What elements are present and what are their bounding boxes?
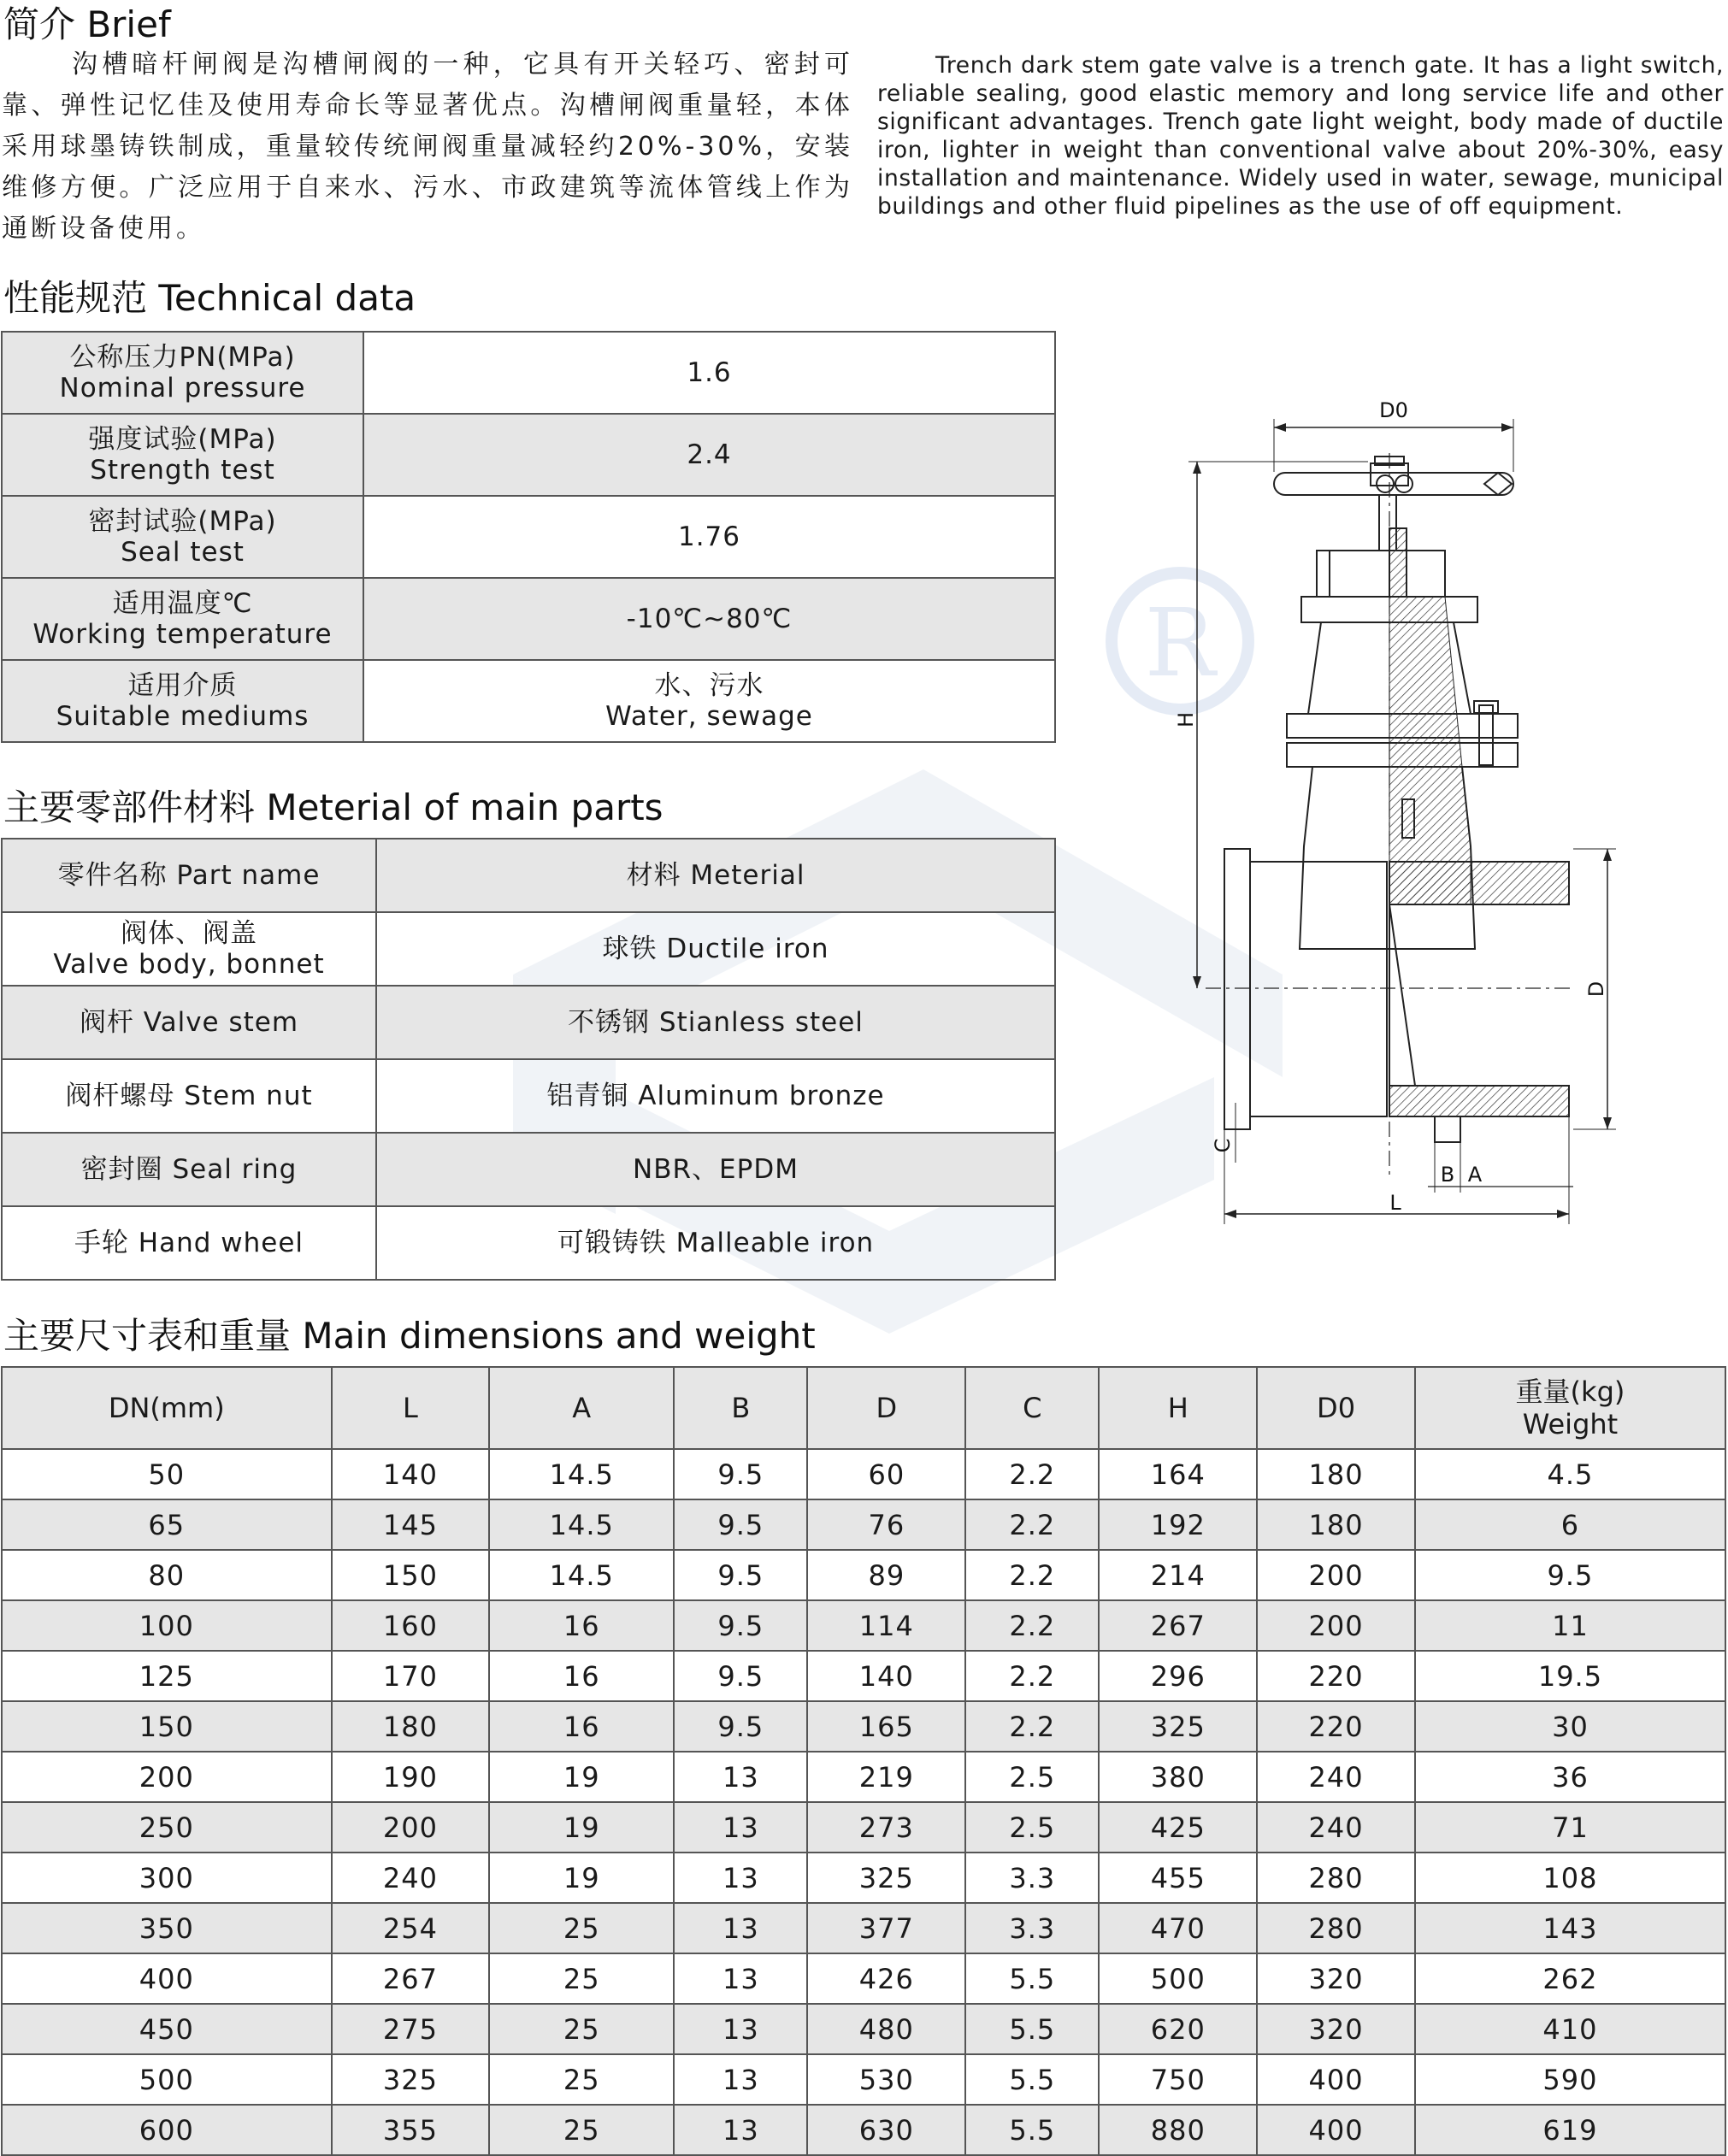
table-cell: 2.2 xyxy=(965,1550,1099,1600)
table-cell: 14.5 xyxy=(489,1499,674,1550)
table-cell: 170 xyxy=(332,1651,490,1701)
table-row xyxy=(2,1133,1055,1206)
technical-title: 性能规范 Technical data xyxy=(3,277,416,319)
table-cell: 273 xyxy=(807,1802,965,1853)
table-cell: 2.2 xyxy=(965,1449,1099,1499)
table-cell: 30 xyxy=(1415,1701,1725,1752)
table-cell: 9.5 xyxy=(674,1651,807,1701)
weight-header-en: Weight xyxy=(1522,1408,1619,1440)
table-row xyxy=(2,1853,1725,1903)
table-cell: 25 xyxy=(489,1903,674,1953)
table-row xyxy=(2,1449,1725,1499)
column-header: L xyxy=(332,1367,490,1449)
part-en: Valve body, bonnet xyxy=(53,949,325,980)
technical-data-table xyxy=(1,331,1056,743)
table-row xyxy=(2,912,1055,986)
table-cell: 219 xyxy=(807,1752,965,1802)
table-cell: 16 xyxy=(489,1651,674,1701)
table-cell: 262 xyxy=(1415,1953,1725,2004)
brief-title: 简介 Brief xyxy=(3,3,171,45)
label-cell xyxy=(2,414,363,496)
material-cell: 不锈钢 Stianless steel xyxy=(376,986,1055,1059)
table-cell: 350 xyxy=(2,1903,332,1953)
table-cell: 60 xyxy=(807,1449,965,1499)
table-cell: 6 xyxy=(1415,1499,1725,1550)
table-cell: 200 xyxy=(1257,1550,1415,1600)
table-row xyxy=(2,1953,1725,2004)
table-cell: 2.2 xyxy=(965,1499,1099,1550)
column-header: 材料 Meterial xyxy=(376,839,1055,912)
column-header: 零件名称 Part name xyxy=(2,839,376,912)
part-cn: 阀体、阀盖 xyxy=(121,918,257,949)
table-cell: 300 xyxy=(2,1853,332,1903)
dim-label-b: B xyxy=(1440,1163,1455,1187)
table-cell: 143 xyxy=(1415,1903,1725,1953)
table-cell: 89 xyxy=(807,1550,965,1600)
table-cell: 13 xyxy=(674,1953,807,2004)
table-cell: 13 xyxy=(674,1853,807,1903)
table-cell: 13 xyxy=(674,2054,807,2105)
label-cell xyxy=(2,332,363,414)
column-header: D xyxy=(807,1367,965,1449)
part-cell xyxy=(2,912,376,986)
table-cell: 377 xyxy=(807,1903,965,1953)
table-cell: 2.5 xyxy=(965,1802,1099,1853)
table-cell: 280 xyxy=(1257,1903,1415,1953)
table-row xyxy=(2,1206,1055,1280)
table-row xyxy=(2,578,1055,660)
table-cell: 13 xyxy=(674,1752,807,1802)
value-cell: 1.76 xyxy=(363,496,1055,578)
table-cell: 25 xyxy=(489,2004,674,2054)
table-cell: 200 xyxy=(2,1752,332,1802)
table-cell: 19 xyxy=(489,1752,674,1802)
table-cell: 400 xyxy=(1257,2054,1415,2105)
table-cell: 13 xyxy=(674,1903,807,1953)
dimensions-body xyxy=(2,1449,1725,2155)
table-cell: 455 xyxy=(1099,1853,1257,1903)
table-cell: 355 xyxy=(332,2105,490,2155)
table-cell: 150 xyxy=(332,1550,490,1600)
label-cn: 强度试验(MPa) xyxy=(88,424,277,455)
table-cell: 254 xyxy=(332,1903,490,1953)
table-cell: 140 xyxy=(332,1449,490,1499)
materials-table xyxy=(1,838,1056,1281)
table-cell: 9.5 xyxy=(674,1600,807,1651)
table-cell: 2.5 xyxy=(965,1752,1099,1802)
table-cell: 600 xyxy=(2,2105,332,2155)
table-cell: 13 xyxy=(674,2004,807,2054)
table-cell: 325 xyxy=(1099,1701,1257,1752)
table-cell: 25 xyxy=(489,1953,674,2004)
table-cell: 275 xyxy=(332,2004,490,2054)
table-cell: 325 xyxy=(332,2054,490,2105)
label-cn: 适用介质 xyxy=(127,670,238,701)
table-cell: 240 xyxy=(332,1853,490,1903)
table-cell: 14.5 xyxy=(489,1550,674,1600)
label-en: Nominal pressure xyxy=(59,373,306,404)
table-header-row xyxy=(2,1367,1725,1449)
table-cell: 400 xyxy=(2,1953,332,2004)
table-cell: 19.5 xyxy=(1415,1651,1725,1701)
table-cell: 9.5 xyxy=(1415,1550,1725,1600)
table-row xyxy=(2,660,1055,742)
material-cell: 铝青铜 Aluminum bronze xyxy=(376,1059,1055,1133)
table-cell: 114 xyxy=(807,1600,965,1651)
table-cell: 180 xyxy=(1257,1499,1415,1550)
label-cn: 适用温度℃ xyxy=(112,588,253,619)
table-cell: 500 xyxy=(2,2054,332,2105)
table-cell: 71 xyxy=(1415,1802,1725,1853)
label-cell xyxy=(2,496,363,578)
table-cell: 480 xyxy=(807,2004,965,2054)
column-header: DN(mm) xyxy=(2,1367,332,1449)
table-cell: 4.5 xyxy=(1415,1449,1725,1499)
table-cell: 380 xyxy=(1099,1752,1257,1802)
table-cell: 80 xyxy=(2,1550,332,1600)
table-cell: 19 xyxy=(489,1853,674,1903)
table-cell: 108 xyxy=(1415,1853,1725,1903)
table-cell: 180 xyxy=(332,1701,490,1752)
table-cell: 5.5 xyxy=(965,1953,1099,2004)
table-cell: 267 xyxy=(332,1953,490,2004)
table-cell: 240 xyxy=(1257,1752,1415,1802)
table-cell: 5.5 xyxy=(965,2004,1099,2054)
table-cell: 16 xyxy=(489,1701,674,1752)
table-cell: 14.5 xyxy=(489,1449,674,1499)
value-cell xyxy=(363,660,1055,742)
registered-mark: R xyxy=(1144,588,1216,698)
dim-label-a: A xyxy=(1467,1163,1483,1187)
table-cell: 200 xyxy=(1257,1600,1415,1651)
label-en: Seal test xyxy=(121,537,245,568)
table-cell: 50 xyxy=(2,1449,332,1499)
table-cell: 530 xyxy=(807,2054,965,2105)
table-cell: 150 xyxy=(2,1701,332,1752)
table-cell: 240 xyxy=(1257,1802,1415,1853)
table-cell: 165 xyxy=(807,1701,965,1752)
table-header-row xyxy=(2,839,1055,912)
value-en: Water, sewage xyxy=(605,701,813,732)
table-cell: 9.5 xyxy=(674,1550,807,1600)
material-cell: NBR、EPDM xyxy=(376,1133,1055,1206)
table-cell: 3.3 xyxy=(965,1903,1099,1953)
material-cell: 球铁 Ductile iron xyxy=(376,912,1055,986)
table-cell: 164 xyxy=(1099,1449,1257,1499)
dimensions-table xyxy=(1,1366,1726,2156)
table-cell: 425 xyxy=(1099,1802,1257,1853)
part-cell: 手轮 Hand wheel xyxy=(2,1206,376,1280)
value-cell: -10℃~80℃ xyxy=(363,578,1055,660)
table-cell: 2.2 xyxy=(965,1651,1099,1701)
table-cell: 630 xyxy=(807,2105,965,2155)
valve-drawing xyxy=(1171,393,1633,1231)
value-cn: 水、污水 xyxy=(654,670,764,701)
part-cell: 密封圈 Seal ring xyxy=(2,1133,376,1206)
table-cell: 5.5 xyxy=(965,2105,1099,2155)
table-cell: 180 xyxy=(1257,1449,1415,1499)
table-cell: 200 xyxy=(332,1802,490,1853)
dim-label-d: D xyxy=(1584,981,1608,998)
table-row xyxy=(2,1059,1055,1133)
table-cell: 190 xyxy=(332,1752,490,1802)
column-header: C xyxy=(965,1367,1099,1449)
brief-text-en: Trench dark stem gate valve is a trench gate. It has a light switch, reliable sealing, good elastic memory and long service life and other significant advantages. Trench gate light weight, body made of ductile iron, lighter in weight than conventional valve about 20%-30%, easy installation and maintenance. Widely used in water, sewage, municipal buildings and other fluid pipelines as the use of off equipment. xyxy=(877,52,1724,220)
dim-label-l: L xyxy=(1389,1191,1401,1215)
table-row xyxy=(2,1499,1725,1550)
table-cell: 450 xyxy=(2,2004,332,2054)
table-cell: 250 xyxy=(2,1802,332,1853)
table-cell: 65 xyxy=(2,1499,332,1550)
table-cell: 320 xyxy=(1257,1953,1415,2004)
dim-label-c: C xyxy=(1211,1138,1235,1153)
table-cell: 410 xyxy=(1415,2004,1725,2054)
column-header: A xyxy=(489,1367,674,1449)
label-en: Working temperature xyxy=(32,619,333,650)
table-row xyxy=(2,1550,1725,1600)
table-row xyxy=(2,1600,1725,1651)
brief-text-cn: 沟槽暗杆闸阀是沟槽闸阀的一种，它具有开关轻巧、密封可靠、弹性记忆佳及使用寿命长等显著优点。沟槽闸阀重量轻，本体采用球墨铸铁制成，重量较传统闸阀重量减轻约20%-30%，安装维修方便。广泛应用于自来水、污水、市政建筑等流体管线上作为通断设备使用。 xyxy=(2,50,853,244)
table-cell: 145 xyxy=(332,1499,490,1550)
table-cell: 192 xyxy=(1099,1499,1257,1550)
table-cell: 280 xyxy=(1257,1853,1415,1903)
table-cell: 160 xyxy=(332,1600,490,1651)
table-row xyxy=(2,1903,1725,1953)
table-cell: 470 xyxy=(1099,1903,1257,1953)
label-cn: 密封试验(MPa) xyxy=(88,506,277,537)
column-header xyxy=(1415,1367,1725,1449)
part-cell: 阀杆 Valve stem xyxy=(2,986,376,1059)
table-row xyxy=(2,1701,1725,1752)
table-cell: 5.5 xyxy=(965,2054,1099,2105)
table-cell: 619 xyxy=(1415,2105,1725,2155)
table-cell: 500 xyxy=(1099,1953,1257,2004)
table-row xyxy=(2,414,1055,496)
column-header: H xyxy=(1099,1367,1257,1449)
weight-header-cn: 重量(kg) xyxy=(1515,1375,1625,1408)
table-row xyxy=(2,2105,1725,2155)
table-cell: 19 xyxy=(489,1802,674,1853)
table-cell: 125 xyxy=(2,1651,332,1701)
dim-label-d0: D0 xyxy=(1379,398,1408,422)
table-cell: 3.3 xyxy=(965,1853,1099,1903)
table-cell: 296 xyxy=(1099,1651,1257,1701)
table-row xyxy=(2,986,1055,1059)
table-row xyxy=(2,332,1055,414)
table-cell: 620 xyxy=(1099,2004,1257,2054)
table-cell: 76 xyxy=(807,1499,965,1550)
label-cell xyxy=(2,660,363,742)
table-cell: 25 xyxy=(489,2054,674,2105)
table-cell: 11 xyxy=(1415,1600,1725,1651)
dimensions-title: 主要尺寸表和重量 Main dimensions and weight xyxy=(3,1315,816,1357)
table-cell: 426 xyxy=(807,1953,965,2004)
table-cell: 25 xyxy=(489,2105,674,2155)
table-cell: 2.2 xyxy=(965,1701,1099,1752)
table-row xyxy=(2,1651,1725,1701)
table-cell: 220 xyxy=(1257,1651,1415,1701)
materials-title: 主要零部件材料 Meterial of main parts xyxy=(3,786,663,828)
label-en: Strength test xyxy=(90,455,275,486)
value-cell: 1.6 xyxy=(363,332,1055,414)
table-cell: 16 xyxy=(489,1600,674,1651)
table-cell: 13 xyxy=(674,2105,807,2155)
column-header: D0 xyxy=(1257,1367,1415,1449)
table-row xyxy=(2,1802,1725,1853)
table-cell: 325 xyxy=(807,1853,965,1903)
table-row xyxy=(2,2054,1725,2105)
table-cell: 2.2 xyxy=(965,1600,1099,1651)
table-cell: 9.5 xyxy=(674,1701,807,1752)
material-cell: 可锻铸铁 Malleable iron xyxy=(376,1206,1055,1280)
table-row xyxy=(2,1752,1725,1802)
table-cell: 13 xyxy=(674,1802,807,1853)
table-cell: 140 xyxy=(807,1651,965,1701)
table-cell: 750 xyxy=(1099,2054,1257,2105)
table-cell: 9.5 xyxy=(674,1449,807,1499)
column-header: B xyxy=(674,1367,807,1449)
label-en: Suitable mediums xyxy=(56,701,310,732)
part-cell: 阀杆螺母 Stem nut xyxy=(2,1059,376,1133)
table-cell: 220 xyxy=(1257,1701,1415,1752)
table-row xyxy=(2,496,1055,578)
label-cn: 公称压力PN(MPa) xyxy=(69,342,296,373)
value-cell: 2.4 xyxy=(363,414,1055,496)
table-cell: 36 xyxy=(1415,1752,1725,1802)
table-cell: 880 xyxy=(1099,2105,1257,2155)
table-row xyxy=(2,2004,1725,2054)
table-cell: 9.5 xyxy=(674,1499,807,1550)
label-cell xyxy=(2,578,363,660)
table-cell: 400 xyxy=(1257,2105,1415,2155)
dim-label-h: H xyxy=(1174,711,1198,728)
table-cell: 320 xyxy=(1257,2004,1415,2054)
table-cell: 214 xyxy=(1099,1550,1257,1600)
table-cell: 590 xyxy=(1415,2054,1725,2105)
table-cell: 267 xyxy=(1099,1600,1257,1651)
table-cell: 100 xyxy=(2,1600,332,1651)
